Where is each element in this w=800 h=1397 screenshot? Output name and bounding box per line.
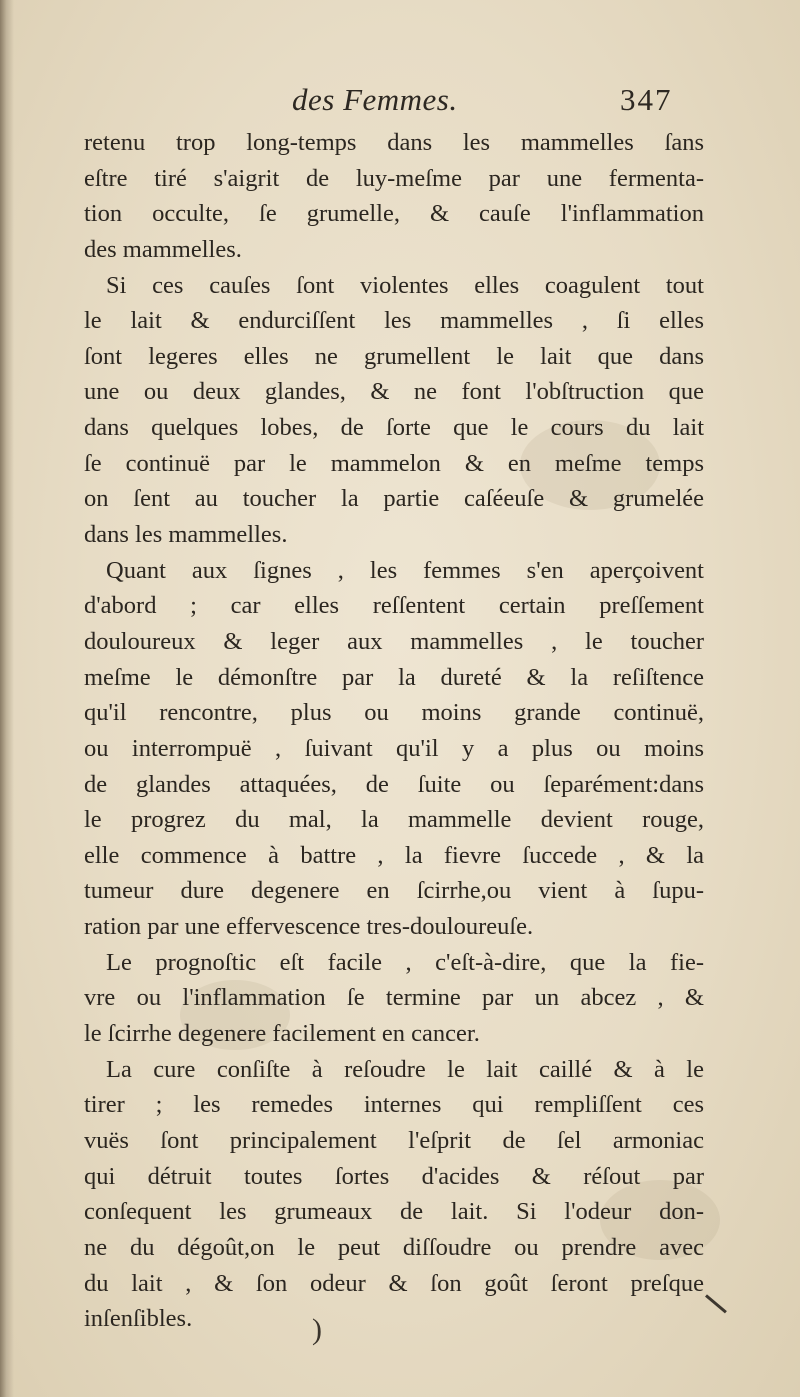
page-gutter-shadow [0, 0, 14, 1397]
text-line: vre ou l'inflammation ſe termine par un abcez , & [84, 984, 704, 1012]
text-line: Si ces cauſes ſont violentes elles coagulent tout [106, 271, 704, 299]
text-line: du lait , & ſon odeur & ſon goût ſeront preſque [84, 1269, 704, 1297]
page-number: 347 [620, 82, 673, 117]
text-line: ne du dégoût,on le peut diſſoudre ou prendre avec [84, 1233, 704, 1261]
text-line: douloureux & leger aux mammelles , le toucher [84, 627, 704, 655]
text-line: conſequent les grumeaux de lait. Si l'odeur don- [84, 1198, 704, 1226]
text-line: tumeur dure degenere en ſcirrhe,ou vient à ſupu- [84, 877, 704, 905]
text-line: ou interrompuë , ſuivant qu'il y a plus ou moins [84, 734, 704, 762]
text-line: Le prognoſtic eſt facile , c'eſt-à-dire, que la fie- [106, 948, 704, 976]
text-line: qu'il rencontre, plus ou moins grande continuë, [84, 699, 704, 727]
text-line: ſont legeres elles ne grumellent le lait que dans [84, 342, 704, 370]
text-line: inſenſibles. [84, 1305, 193, 1333]
text-line: elle commence à battre , la fievre ſuccede , & la [84, 841, 704, 869]
text-line: des mammelles. [84, 235, 242, 263]
text-line: vuës ſont principalement l'eſprit de ſel armoniac [84, 1126, 704, 1154]
text-line: qui détruit toutes ſortes d'acides & réſout par [84, 1162, 704, 1190]
text-line: dans les mammelles. [84, 521, 288, 549]
text-line: eſtre tiré s'aigrit de luy-meſme par une fermenta- [84, 164, 704, 192]
text-line: une ou deux glandes, & ne font l'obſtruction que [84, 378, 704, 406]
text-line: ſe continuë par le mammelon & en meſme temps [84, 449, 704, 477]
text-line: Quant aux ſignes , les femmes s'en aperçoivent [106, 556, 704, 584]
text-line: le ſcirrhe degenere facilement en cancer. [84, 1020, 480, 1048]
text-line: meſme le démonſtre par la dureté & la reſiſtence [84, 663, 704, 691]
text-line: ration par une effervescence tres-douloureuſe. [84, 913, 534, 941]
text-line: le progrez du mal, la mammelle devient rouge, [84, 806, 704, 834]
text-line: tirer ; les remedes internes qui rempliſſent ces [84, 1091, 704, 1119]
text-line: dans quelques lobes, de ſorte que le cours du lait [84, 414, 704, 442]
body-text [84, 125, 704, 1337]
running-title: des Femmes. [292, 82, 458, 117]
text-line: on ſent au toucher la partie caſéeuſe & grumelée [84, 485, 704, 513]
text-line: La cure conſiſte à reſoudre le lait caillé & à le [106, 1055, 704, 1083]
text-line: retenu trop long-temps dans les mammelles ſans [84, 129, 704, 156]
footer-mark: ) [312, 1313, 322, 1346]
page-header [0, 82, 800, 130]
stray-ink-mark [705, 1294, 727, 1313]
text-line: le lait & endurciſſent les mammelles , ſi elles [84, 307, 704, 335]
text-line: d'abord ; car elles reſſentent certain preſſement [84, 592, 704, 620]
text-line: tion occulte, ſe grumelle, & cauſe l'inflammation [84, 200, 704, 228]
text-line: de glandes attaquées, de ſuite ou ſeparément:dans [84, 770, 704, 798]
